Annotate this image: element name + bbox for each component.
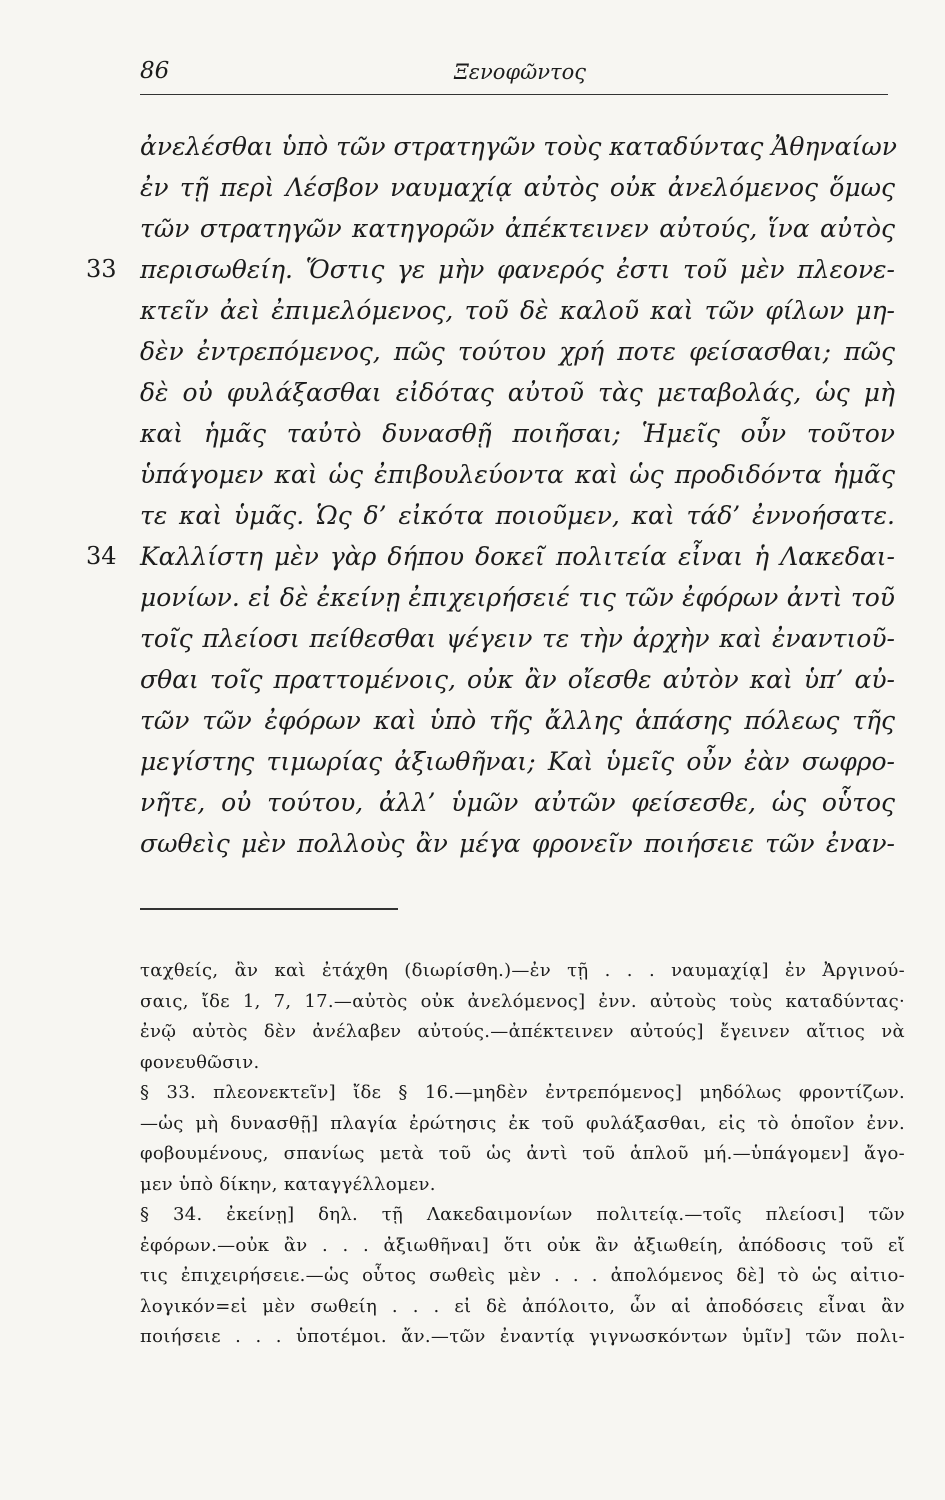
text-line: δὲν ἐντρεπόμενος, πῶς τούτου χρή ποτε φείσασθαι; πῶς <box>140 337 895 366</box>
running-head: Ξενοφῶντος <box>453 60 587 84</box>
footnote-line: τις ἐπιχειρήσειε.—ὡς οὗτος σωθεὶς μὲν . . . ἀπολόμενος δὲ] τὸ ὡς αἰτιο- <box>140 1265 905 1286</box>
footnote-line: § 33. πλεονεκτεῖν] ἴδε § 16.—μηδὲν ἐντρεπόμενος] μηδόλως φροντίζων. <box>140 1082 905 1103</box>
section-number-34: 34 <box>86 542 117 570</box>
text-line: σθαι τοῖς πραττομένοις, οὐκ ἂν οἴεσθε αὐτὸν καὶ ὑπ’ αὐ- <box>140 665 895 694</box>
text-line: καὶ ἡμᾶς ταὐτὸ δυνασθῇ ποιῆσαι; Ἡμεῖς οὖν τοῦτον <box>140 419 895 448</box>
footnote-line: § 34. ἐκείνῃ] δηλ. τῇ Λακεδαιμονίων πολιτείᾳ.—τοῖς πλείοσι] τῶν <box>140 1204 905 1225</box>
text-line: Καλλίστη μὲν γὰρ δήπου δοκεῖ πολιτεία εἶναι ἡ Λακεδαι- <box>140 542 895 571</box>
text-line: τῶν στρατηγῶν κατηγορῶν ἀπέκτεινεν αὐτούς, ἵνα αὐτὸς <box>140 214 895 243</box>
text-line: νῆτε, οὐ τούτου, ἀλλ’ ὑμῶν αὐτῶν φείσεσθε, ὡς οὗτος <box>140 788 895 817</box>
text-line: μονίων. εἰ δὲ ἐκείνῃ ἐπιχειρήσειέ τις τῶν ἐφόρων ἀντὶ τοῦ <box>140 583 895 612</box>
footnote-line: ἐνῷ αὐτὸς δὲν ἀνέλαβεν αὐτούς.—ἀπέκτεινεν αὐτούς] ἔγεινεν αἴτιος νὰ <box>140 1021 905 1042</box>
footnote-line: μεν ὑπὸ δίκην, καταγγέλλομεν. <box>140 1173 436 1195</box>
text-line: ἐν τῇ περὶ Λέσβον ναυμαχίᾳ αὐτὸς οὐκ ἀνελόμενος ὅμως <box>140 173 895 202</box>
header-rule <box>140 94 888 95</box>
footnote-line: σαις, ἴδε 1, 7, 17.—αὐτὸς οὐκ ἀνελόμενος] ἐνν. αὐτοὺς τοὺς καταδύντας· <box>140 990 905 1012</box>
footnote-line: λογικόν=εἰ μὲν σωθείη . . . εἰ δὲ ἀπόλοιτο, ὧν αἱ ἀποδόσεις εἶναι ἂν <box>140 1295 905 1317</box>
text-line: τε καὶ ὑμᾶς. Ὡς δ’ εἰκότα ποιοῦμεν, καὶ τάδ’ ἐννοήσατε. <box>140 501 895 530</box>
footnote-line: —ὡς μὴ δυνασθῇ] πλαγία ἐρώτησις ἐκ τοῦ φυλάξασθαι, εἰς τὸ ὁποῖον ἐνν. <box>140 1112 905 1134</box>
text-line: κτεῖν ἀεὶ ἐπιμελόμενος, τοῦ δὲ καλοῦ καὶ τῶν φίλων μη- <box>140 296 895 325</box>
footnote-rule <box>140 908 398 910</box>
main-text <box>86 126 897 864</box>
page-number: 86 <box>140 58 170 84</box>
text-line: περισωθείη. Ὅστις γε μὴν φανερός ἐστι τοῦ μὲν πλεονε- <box>140 255 895 284</box>
page-header <box>140 58 885 98</box>
footnote-line: ταχθείς, ἂν καὶ ἐτάχθη (διωρίσθη.)—ἐν τῇ . . . ναυμαχίᾳ] ἐν Ἀργινού- <box>140 960 905 981</box>
text-line: τῶν τῶν ἐφόρων καὶ ὑπὸ τῆς ἄλλης ἁπάσης πόλεως τῆς <box>140 706 895 735</box>
footnote-line: φονευθῶσιν. <box>140 1051 260 1073</box>
text-line: δὲ οὐ φυλάξασθαι εἰδότας αὐτοῦ τὰς μεταβολάς, ὡς μὴ <box>140 378 895 407</box>
text-line: τοῖς πλείοσι πείθεσθαι ψέγειν τε τὴν ἀρχὴν καὶ ἐναντιοῦ- <box>140 624 895 653</box>
footnote-line: φοβουμένους, σπανίως μετὰ τοῦ ὡς ἀντὶ τοῦ ἁπλοῦ μή.—ὑπάγομεν] ἄγο- <box>140 1143 905 1164</box>
section-number-33: 33 <box>86 255 117 283</box>
footnotes <box>140 956 905 1353</box>
text-line: σωθεὶς μὲν πολλοὺς ἂν μέγα φρονεῖν ποιήσειε τῶν ἐναν- <box>140 829 895 858</box>
footnote-line: ἐφόρων.—οὐκ ἂν . . . ἀξιωθῆναι] ὅτι οὐκ ἂν ἀξιωθείη, ἀπόδοσις τοῦ εἴ <box>140 1234 905 1256</box>
text-line: ὑπάγομεν καὶ ὡς ἐπιβουλεύοντα καὶ ὡς προδιδόντα ἡμᾶς <box>140 460 895 489</box>
text-line: μεγίστης τιμωρίας ἀξιωθῆναι; Καὶ ὑμεῖς οὖν ἐὰν σωφρο- <box>140 747 895 776</box>
footnote-line: ποιήσειε . . . ὑποτέμοι. ἄν.—τῶν ἐναντίᾳ γιγνωσκόντων ὑμῖν] τῶν πολι- <box>140 1326 905 1347</box>
text-line: ἀνελέσθαι ὑπὸ τῶν στρατηγῶν τοὺς καταδύντας Ἀθηναίων <box>140 132 897 161</box>
